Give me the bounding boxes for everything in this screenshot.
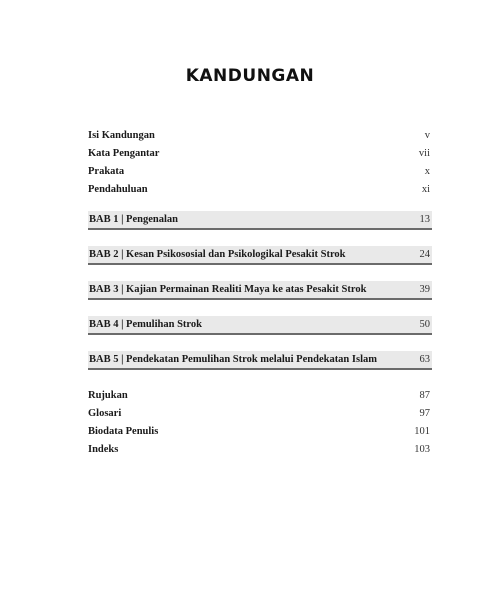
chapter-entry	[88, 211, 432, 228]
chapter-page: 39	[419, 284, 430, 295]
chapter-label: BAB 5 | Pendekatan Pemulihan Strok melalui Pendekatan Islam	[89, 354, 377, 365]
chapter-label: BAB 3 | Kajian Permainan Realiti Maya ke atas Pesakit Strok	[89, 284, 367, 295]
entry-label: Kata Pengantar	[88, 148, 160, 159]
entry-label: Prakata	[88, 166, 125, 177]
toc-entry	[88, 426, 430, 444]
chapter-entry	[88, 351, 432, 368]
entry-page: xi	[421, 184, 430, 195]
toc-entry	[88, 390, 430, 408]
chapter-entry	[88, 246, 432, 263]
toc-entry	[88, 148, 430, 166]
entry-page: vii	[418, 148, 430, 159]
toc-entry	[88, 408, 430, 426]
chapter-page: 63	[419, 354, 430, 365]
entry-page: 87	[419, 390, 430, 401]
entry-page: 103	[414, 444, 430, 455]
chapter-label: BAB 1 | Pengenalan	[89, 214, 178, 225]
chapter-page: 24	[419, 249, 430, 260]
entry-label: Biodata Penulis	[88, 426, 159, 437]
entry-label: Rujukan	[88, 390, 128, 401]
toc-entry	[88, 130, 430, 148]
chapter-label: BAB 4 | Pemulihan Strok	[89, 319, 202, 330]
entry-page: x	[424, 166, 430, 177]
entry-label: Pendahuluan	[88, 184, 148, 195]
entry-page: 97	[419, 408, 430, 419]
toc-entry	[88, 184, 430, 202]
page-title: KANDUNGAN	[185, 66, 315, 86]
chapter-entry	[88, 316, 432, 333]
front-matter-list	[88, 130, 430, 202]
chapter-list	[88, 211, 432, 386]
chapter-page: 50	[419, 319, 430, 330]
entry-page: 101	[414, 426, 430, 437]
chapter-label: BAB 2 | Kesan Psikososial dan Psikologikal Pesakit Strok	[89, 249, 346, 260]
chapter-page: 13	[419, 214, 430, 225]
entry-page: v	[424, 130, 430, 141]
back-matter-list	[88, 390, 430, 462]
entry-label: Glosari	[88, 408, 122, 419]
chapter-entry	[88, 281, 432, 298]
entry-label: Indeks	[88, 444, 119, 455]
toc-entry	[88, 166, 430, 184]
toc-entry	[88, 444, 430, 462]
entry-label: Isi Kandungan	[88, 130, 155, 141]
